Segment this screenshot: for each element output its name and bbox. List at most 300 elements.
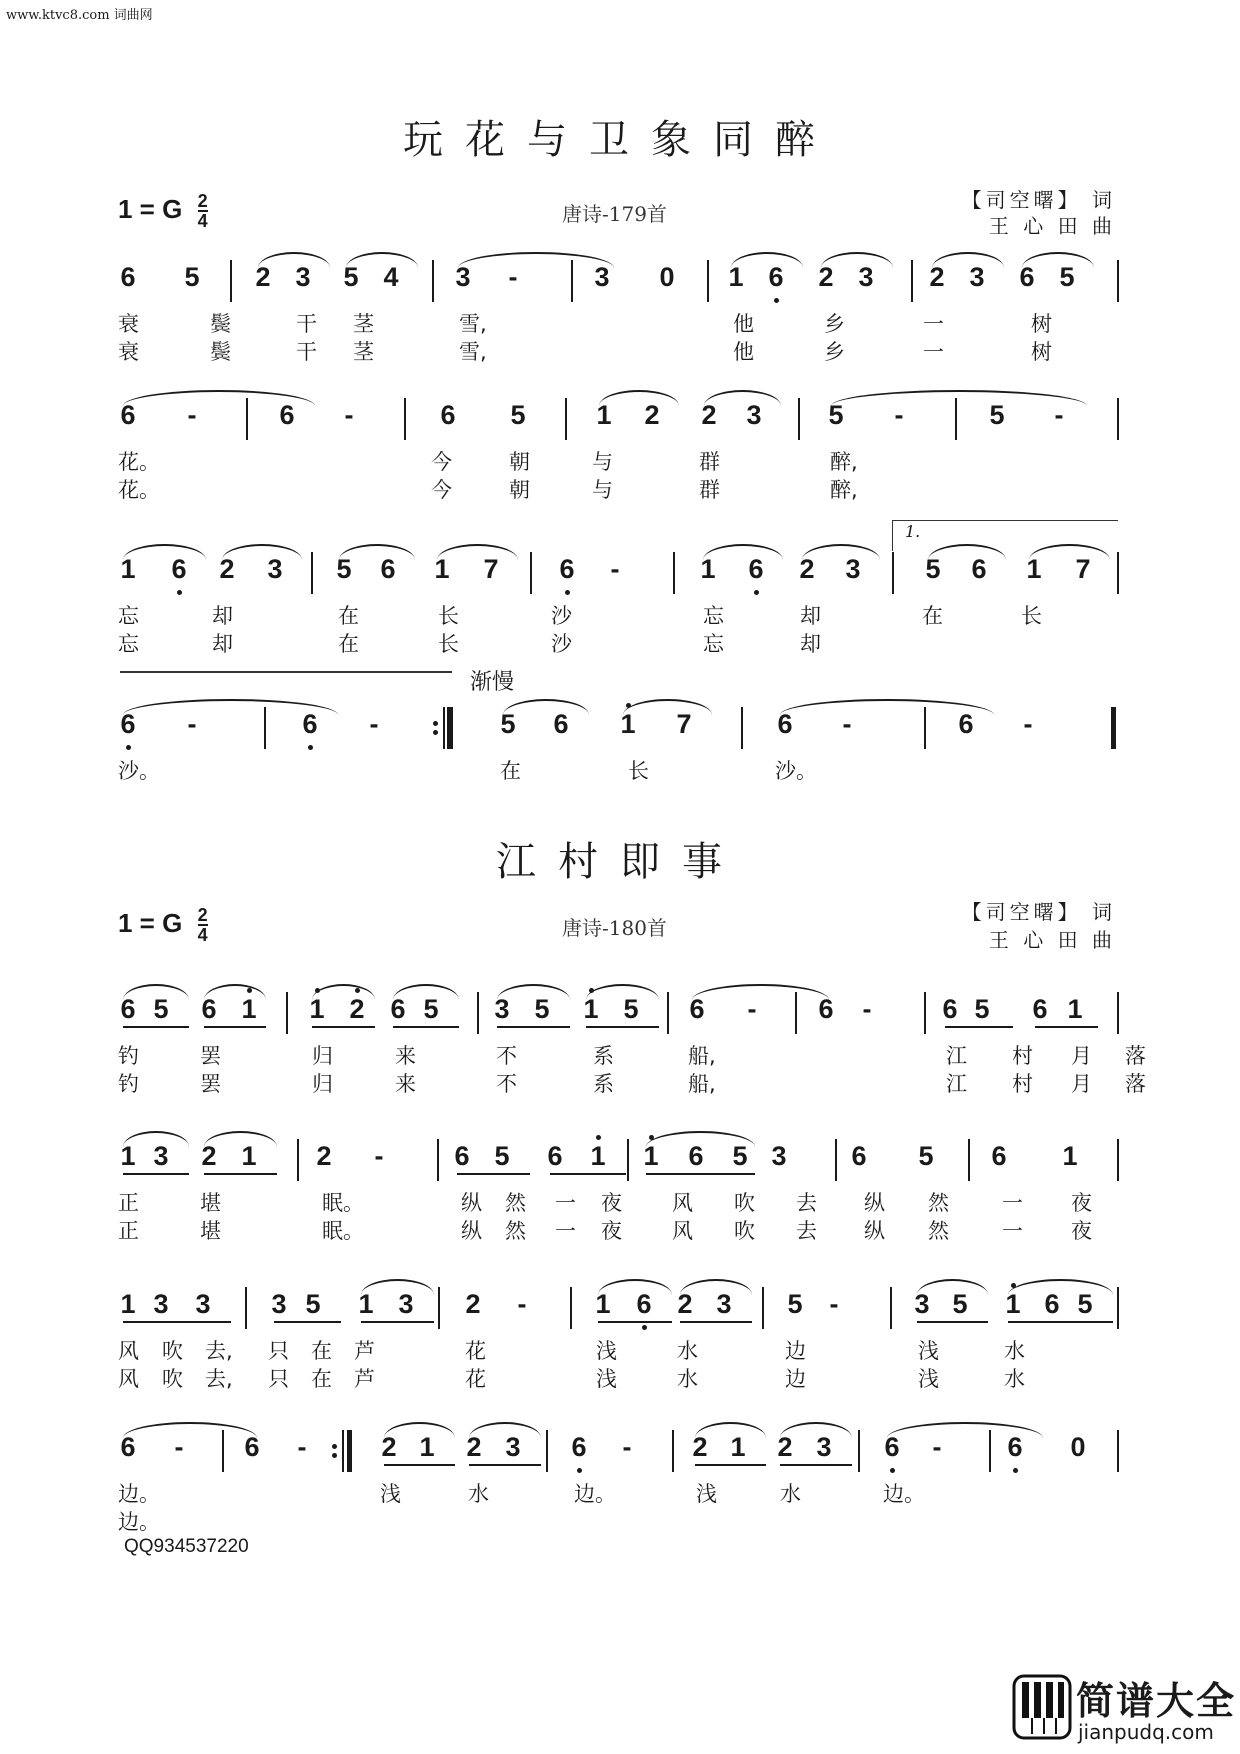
note: 2 <box>677 1289 693 1319</box>
note: 3 <box>398 1289 414 1319</box>
octave-dot-below <box>308 745 313 750</box>
lyric-verse1: 月 <box>1071 1044 1092 1068</box>
note: 3 <box>594 262 610 292</box>
note: 6 <box>630 1289 658 1320</box>
barline <box>437 1139 439 1181</box>
slur <box>821 252 893 268</box>
song2-title: 江村即事 <box>496 839 744 885</box>
lyric-verse2: 在 <box>311 1367 332 1391</box>
note: 5 <box>184 262 200 292</box>
lyric-verse2: 与 <box>592 478 613 502</box>
lyric-verse1: 水 <box>468 1482 489 1506</box>
logo-url: jianpudq.com <box>1078 1720 1214 1744</box>
note-dash: - <box>894 400 904 430</box>
lyric-verse1: 然 <box>928 1191 949 1215</box>
note: 5 <box>343 262 359 292</box>
note: 6 <box>553 554 581 585</box>
beam-underline <box>123 1173 189 1175</box>
beam-underline <box>598 1321 672 1323</box>
lyric-verse1: 边。 <box>118 1482 160 1506</box>
song2-key: 1 = G <box>118 907 183 938</box>
slur <box>346 252 418 268</box>
barline <box>968 1139 970 1181</box>
note: 1 <box>1062 1141 1078 1171</box>
barline <box>858 1430 860 1472</box>
lyric-verse1: 长 <box>1021 604 1042 628</box>
lyric-verse1: 吹 <box>734 1191 755 1215</box>
lyric-verse2: 落 <box>1125 1072 1146 1096</box>
slur <box>599 390 679 406</box>
lyric-verse1: 只 <box>268 1339 289 1363</box>
barline <box>672 1430 674 1472</box>
note: 6 <box>851 1141 867 1171</box>
lyric-verse1: 干 <box>296 312 317 336</box>
note: 5 <box>494 1141 510 1171</box>
note: 6 <box>1032 994 1048 1024</box>
lyric-verse1: 茎 <box>353 312 374 336</box>
lyric-verse2: 朝 <box>509 478 530 502</box>
note: 6 <box>120 1432 136 1462</box>
barline <box>1117 992 1119 1034</box>
lyric-verse2: 衰 <box>118 340 139 364</box>
octave-dot-below <box>126 745 131 750</box>
note: 5 <box>732 1141 748 1171</box>
lyric-verse2: 花。 <box>118 478 160 502</box>
slur <box>802 544 880 560</box>
ts-top: 2 <box>197 191 208 211</box>
lyric-verse1: 芦 <box>354 1339 375 1363</box>
barline <box>798 398 800 440</box>
repeat-sign <box>332 1440 338 1462</box>
lyric-verse2: 夜 <box>1071 1219 1092 1243</box>
lyric-verse2: 船, <box>688 1072 716 1096</box>
song2-composer: 王 心 田 曲 <box>988 928 1116 952</box>
lyric-verse1: 醉, <box>830 450 858 474</box>
lyric-verse1: 衰 <box>118 312 139 336</box>
beam-underline <box>680 1321 752 1323</box>
note: 7 <box>676 709 692 739</box>
note: 6 <box>878 1432 906 1463</box>
barline <box>438 1287 440 1329</box>
lyric-verse2: 然 <box>505 1219 526 1243</box>
beam-underline <box>393 1026 459 1028</box>
slur <box>780 1422 852 1438</box>
note-dash: - <box>369 709 379 739</box>
lyric-verse2: 一 <box>923 340 944 364</box>
lyric-verse1: 去, <box>205 1339 233 1363</box>
beam-underline <box>274 1321 341 1323</box>
extender-line <box>120 671 452 673</box>
barline <box>1117 1430 1119 1472</box>
lyric-verse1: 江 <box>946 1044 967 1068</box>
lyric-verse2: 忘 <box>118 632 139 656</box>
beam-underline <box>204 1026 266 1028</box>
lyric-verse1: 系 <box>593 1044 614 1068</box>
lyric-verse2: 浅 <box>596 1367 617 1391</box>
barline <box>530 552 532 594</box>
note-dash: - <box>829 1289 839 1319</box>
barline <box>404 398 406 440</box>
beam-underline <box>695 1464 766 1466</box>
note-dash: - <box>187 400 197 430</box>
note-dash: - <box>610 554 620 584</box>
octave-dot-below <box>774 298 779 303</box>
note: 2 <box>818 262 834 292</box>
piano-keys-icon <box>1012 1674 1072 1740</box>
repeat-barline-thin <box>342 1430 344 1472</box>
slur <box>123 390 315 406</box>
lyric-verse2: 归 <box>312 1072 333 1096</box>
barline <box>835 1139 837 1181</box>
lyric-verse1: 村 <box>1012 1044 1033 1068</box>
note-dash: - <box>187 709 197 739</box>
lyric-verse1: 然 <box>505 1191 526 1215</box>
lyric-verse2: 边 <box>785 1367 806 1391</box>
slur <box>692 984 829 1000</box>
note: 3 <box>858 262 874 292</box>
site-header: www.ktvc8.com 词曲网 <box>6 8 153 23</box>
note-dash: - <box>517 1289 527 1319</box>
note: 5 <box>989 400 1005 430</box>
lyric-verse2: 在 <box>338 632 359 656</box>
note: 5 <box>787 1289 803 1319</box>
lyric-verse1: 纵 <box>461 1191 482 1215</box>
note: 5 <box>1077 1289 1093 1319</box>
volta-bracket <box>892 520 1118 551</box>
note: 1 <box>999 1289 1027 1320</box>
logo-text: 简谱大全 <box>1076 1679 1237 1723</box>
note: 6 <box>777 709 793 739</box>
slur <box>695 1422 766 1438</box>
lyric-verse1: 去 <box>796 1191 817 1215</box>
lyric-verse2: 一 <box>1002 1219 1023 1243</box>
lyric-verse1: 与 <box>592 450 613 474</box>
song2-key-signature <box>118 906 208 944</box>
lyric-verse1: 沙。 <box>118 759 160 783</box>
beam-underline <box>550 1173 626 1175</box>
note: 5 <box>828 400 844 430</box>
note: 6 <box>390 994 406 1024</box>
slur <box>123 984 189 1000</box>
lyric-verse1: 正 <box>118 1191 139 1215</box>
beam-underline <box>678 1173 755 1175</box>
slur <box>704 390 781 406</box>
lyric-verse2: 罢 <box>200 1072 221 1096</box>
slur <box>123 699 338 715</box>
lyric-verse1: 边。 <box>883 1482 925 1506</box>
lyric-verse1: 钓 <box>118 1044 139 1068</box>
slur <box>503 699 589 715</box>
note: 5 <box>952 1289 968 1319</box>
lyric-verse2: 夜 <box>601 1219 622 1243</box>
lyric-verse1: 花。 <box>118 450 160 474</box>
note: 6 <box>1001 1432 1029 1463</box>
note: 5 <box>500 709 516 739</box>
note-dash: - <box>862 994 872 1024</box>
note: 5 <box>305 1289 321 1319</box>
lyric-verse2: 江 <box>946 1072 967 1096</box>
note-dash: - <box>508 262 518 292</box>
beam-underline <box>586 1026 659 1028</box>
note-dash: - <box>622 1432 632 1462</box>
lyric-verse2: 他 <box>733 340 754 364</box>
note: 5 <box>623 994 639 1024</box>
lyric-verse2: 纵 <box>864 1219 885 1243</box>
barline <box>667 992 669 1034</box>
volta-label: 1. <box>905 522 921 541</box>
ts-bottom: 4 <box>197 211 208 231</box>
barline <box>297 1139 299 1181</box>
note: 1 <box>584 1141 612 1172</box>
note: 1 <box>700 554 716 584</box>
barline <box>1117 398 1119 440</box>
beam-underline <box>497 1026 570 1028</box>
note: 6 <box>120 994 136 1024</box>
note: 6 <box>1044 1289 1060 1319</box>
note: 2 <box>381 1432 397 1462</box>
slur <box>932 252 1004 268</box>
note: 3 <box>969 262 985 292</box>
slur <box>123 544 206 560</box>
lyric-verse1: 浅 <box>596 1339 617 1363</box>
slur <box>497 984 570 1000</box>
note: 1 <box>577 994 605 1025</box>
lyric-verse1: 忘 <box>118 604 139 628</box>
slur <box>437 544 518 560</box>
slur <box>887 1422 1043 1438</box>
lyric-verse1: 浅 <box>380 1482 401 1506</box>
lyric-verse1: 他 <box>733 312 754 336</box>
note: 3 <box>455 262 471 292</box>
barline <box>311 552 313 594</box>
barline <box>741 707 743 749</box>
note: 5 <box>510 400 526 430</box>
note: 1 <box>358 1289 374 1319</box>
tempo-marking: 渐慢 <box>470 670 515 695</box>
slur <box>1008 1279 1113 1295</box>
slur <box>458 252 614 268</box>
note: 6 <box>818 994 834 1024</box>
note: 3 <box>153 1289 169 1319</box>
barline <box>565 398 567 440</box>
note: 1 <box>120 1141 136 1171</box>
lyric-verse1: 水 <box>780 1482 801 1506</box>
slur <box>258 252 330 268</box>
slur <box>623 699 712 715</box>
barline <box>707 260 709 302</box>
beam-underline <box>1047 1321 1113 1323</box>
lyric-verse1: 不 <box>496 1044 517 1068</box>
slur <box>312 984 375 1000</box>
lyric-verse1: 忘 <box>703 604 724 628</box>
lyric-verse1: 沙 <box>551 604 572 628</box>
note: 3 <box>295 262 311 292</box>
beam-underline <box>204 1173 277 1175</box>
slur <box>586 984 659 1000</box>
note-dash: - <box>1054 400 1064 430</box>
lyric-verse2: 一 <box>555 1219 576 1243</box>
lyric-verse1: 鬓 <box>210 312 231 336</box>
note: 1 <box>728 262 744 292</box>
note: 1 <box>1067 994 1083 1024</box>
note: 3 <box>505 1432 521 1462</box>
note: 1 <box>120 1289 136 1319</box>
note: 6 <box>547 1141 563 1171</box>
note: 6 <box>380 554 396 584</box>
lyric-verse2: 却 <box>800 632 821 656</box>
lyric-verse2: 村 <box>1012 1072 1033 1096</box>
note: 6 <box>942 994 958 1024</box>
octave-dot-below <box>754 590 759 595</box>
note: 5 <box>153 994 169 1024</box>
barline <box>477 992 479 1034</box>
note: 5 <box>336 554 352 584</box>
lyric-verse2: 不 <box>496 1072 517 1096</box>
lyric-verse2: 醉, <box>830 478 858 502</box>
lyric-verse1: 却 <box>212 604 233 628</box>
lyric-verse2: 吹 <box>162 1367 183 1391</box>
beam-underline <box>361 1321 434 1323</box>
barline <box>673 552 675 594</box>
note: 2 <box>466 1432 482 1462</box>
lyric-verse2: 群 <box>699 478 720 502</box>
note: 3 <box>716 1289 732 1319</box>
beam-underline <box>123 1026 189 1028</box>
lyric-verse1: 今 <box>431 450 452 474</box>
lyric-verse2: 只 <box>268 1367 289 1391</box>
barline <box>762 1287 764 1329</box>
note-dash: - <box>932 1432 942 1462</box>
note: 3 <box>195 1289 211 1319</box>
lyric-verse2: 沙 <box>551 632 572 656</box>
note: 5 <box>925 554 941 584</box>
note: 1 <box>596 400 612 430</box>
note: 3 <box>771 1141 787 1171</box>
note: 5 <box>1059 262 1075 292</box>
note: 5 <box>423 994 439 1024</box>
note: 6 <box>165 554 193 585</box>
lyric-verse2: 干 <box>296 340 317 364</box>
repeat-sign <box>433 717 439 739</box>
jianpudq-logo <box>1012 1670 1236 1750</box>
note-dash: - <box>344 400 354 430</box>
beam-underline <box>312 1026 375 1028</box>
slur <box>339 544 415 560</box>
note: 2 <box>799 554 815 584</box>
slur <box>469 1422 541 1438</box>
ts-bottom: 4 <box>197 925 208 945</box>
lyric-verse2: 茎 <box>353 340 374 364</box>
lyric-verse2: 去, <box>205 1367 233 1391</box>
song2-time-signature <box>198 906 208 944</box>
note: 1 <box>637 1141 665 1172</box>
barline <box>924 992 926 1034</box>
barline <box>1117 260 1119 302</box>
note: 1 <box>1026 554 1042 584</box>
note: 6 <box>991 1141 1007 1171</box>
slur <box>680 1279 752 1295</box>
lyric-verse1: 纵 <box>864 1191 885 1215</box>
slur <box>598 1279 672 1295</box>
note: 1 <box>614 709 642 740</box>
beam-underline <box>945 1026 1013 1028</box>
lyric-verse2: 长 <box>438 632 459 656</box>
note: 5 <box>534 994 550 1024</box>
note: 6 <box>296 709 324 740</box>
lyric-verse1: 树 <box>1031 312 1052 336</box>
barline <box>570 1287 572 1329</box>
note: 5 <box>974 994 990 1024</box>
note: 2 <box>343 994 371 1025</box>
song1-title: 玩花与卫象同醉 <box>403 117 837 163</box>
lyric-verse1: 一 <box>923 312 944 336</box>
lyric-verse2: 堪 <box>200 1219 221 1243</box>
octave-dot-below <box>577 1468 582 1473</box>
note-dash: - <box>374 1141 384 1171</box>
note: 1 <box>235 994 263 1025</box>
song1-time-signature <box>198 192 208 230</box>
note: 3 <box>746 400 762 430</box>
song1-lyricist: 【司空曙】 词 <box>961 188 1116 212</box>
note: 0 <box>1070 1432 1086 1462</box>
lyric-verse1: 风 <box>672 1191 693 1215</box>
note: 1 <box>730 1432 746 1462</box>
lyric-verse1: 夜 <box>1071 1191 1092 1215</box>
song2-lyricist: 【司空曙】 词 <box>961 900 1116 924</box>
repeat-barline-thick <box>347 1430 352 1472</box>
lyric-verse1: 吹 <box>162 1339 183 1363</box>
slur <box>222 544 302 560</box>
final-barline <box>1111 707 1116 749</box>
lyric-verse2: 树 <box>1031 340 1052 364</box>
note: 2 <box>701 400 717 430</box>
slur <box>123 1422 257 1438</box>
note: 6 <box>454 1141 470 1171</box>
slur <box>204 1131 277 1147</box>
note-dash: - <box>842 709 852 739</box>
note: 2 <box>929 262 945 292</box>
lyric-verse1: 边 <box>785 1339 806 1363</box>
slur <box>361 1279 434 1295</box>
note: 3 <box>816 1432 832 1462</box>
lyric-verse2: 来 <box>395 1072 416 1096</box>
slur <box>393 984 459 1000</box>
barline <box>546 1430 548 1472</box>
note: 7 <box>483 554 499 584</box>
note: 1 <box>120 554 136 584</box>
octave-dot-below <box>565 590 570 595</box>
ts-top: 2 <box>197 905 208 925</box>
lyric-verse2: 系 <box>593 1072 614 1096</box>
lyric-verse1: 却 <box>800 604 821 628</box>
note-dash: - <box>297 1432 307 1462</box>
note: 6 <box>971 554 987 584</box>
footer-qq: QQ934537220 <box>124 1536 249 1557</box>
lyric-verse1: 长 <box>438 604 459 628</box>
lyric-verse2: 花 <box>465 1367 486 1391</box>
note: 1 <box>419 1432 435 1462</box>
lyric-verse2: 纵 <box>461 1219 482 1243</box>
slur <box>703 544 783 560</box>
note: 1 <box>241 1141 257 1171</box>
octave-dot-below <box>1013 1468 1018 1473</box>
lyric-verse1: 朝 <box>509 450 530 474</box>
note: 6 <box>553 709 569 739</box>
beam-underline <box>457 1173 530 1175</box>
note: 0 <box>659 262 675 292</box>
lyric-verse1: 落 <box>1125 1044 1146 1068</box>
lyric-verse2: 乡 <box>824 340 845 364</box>
